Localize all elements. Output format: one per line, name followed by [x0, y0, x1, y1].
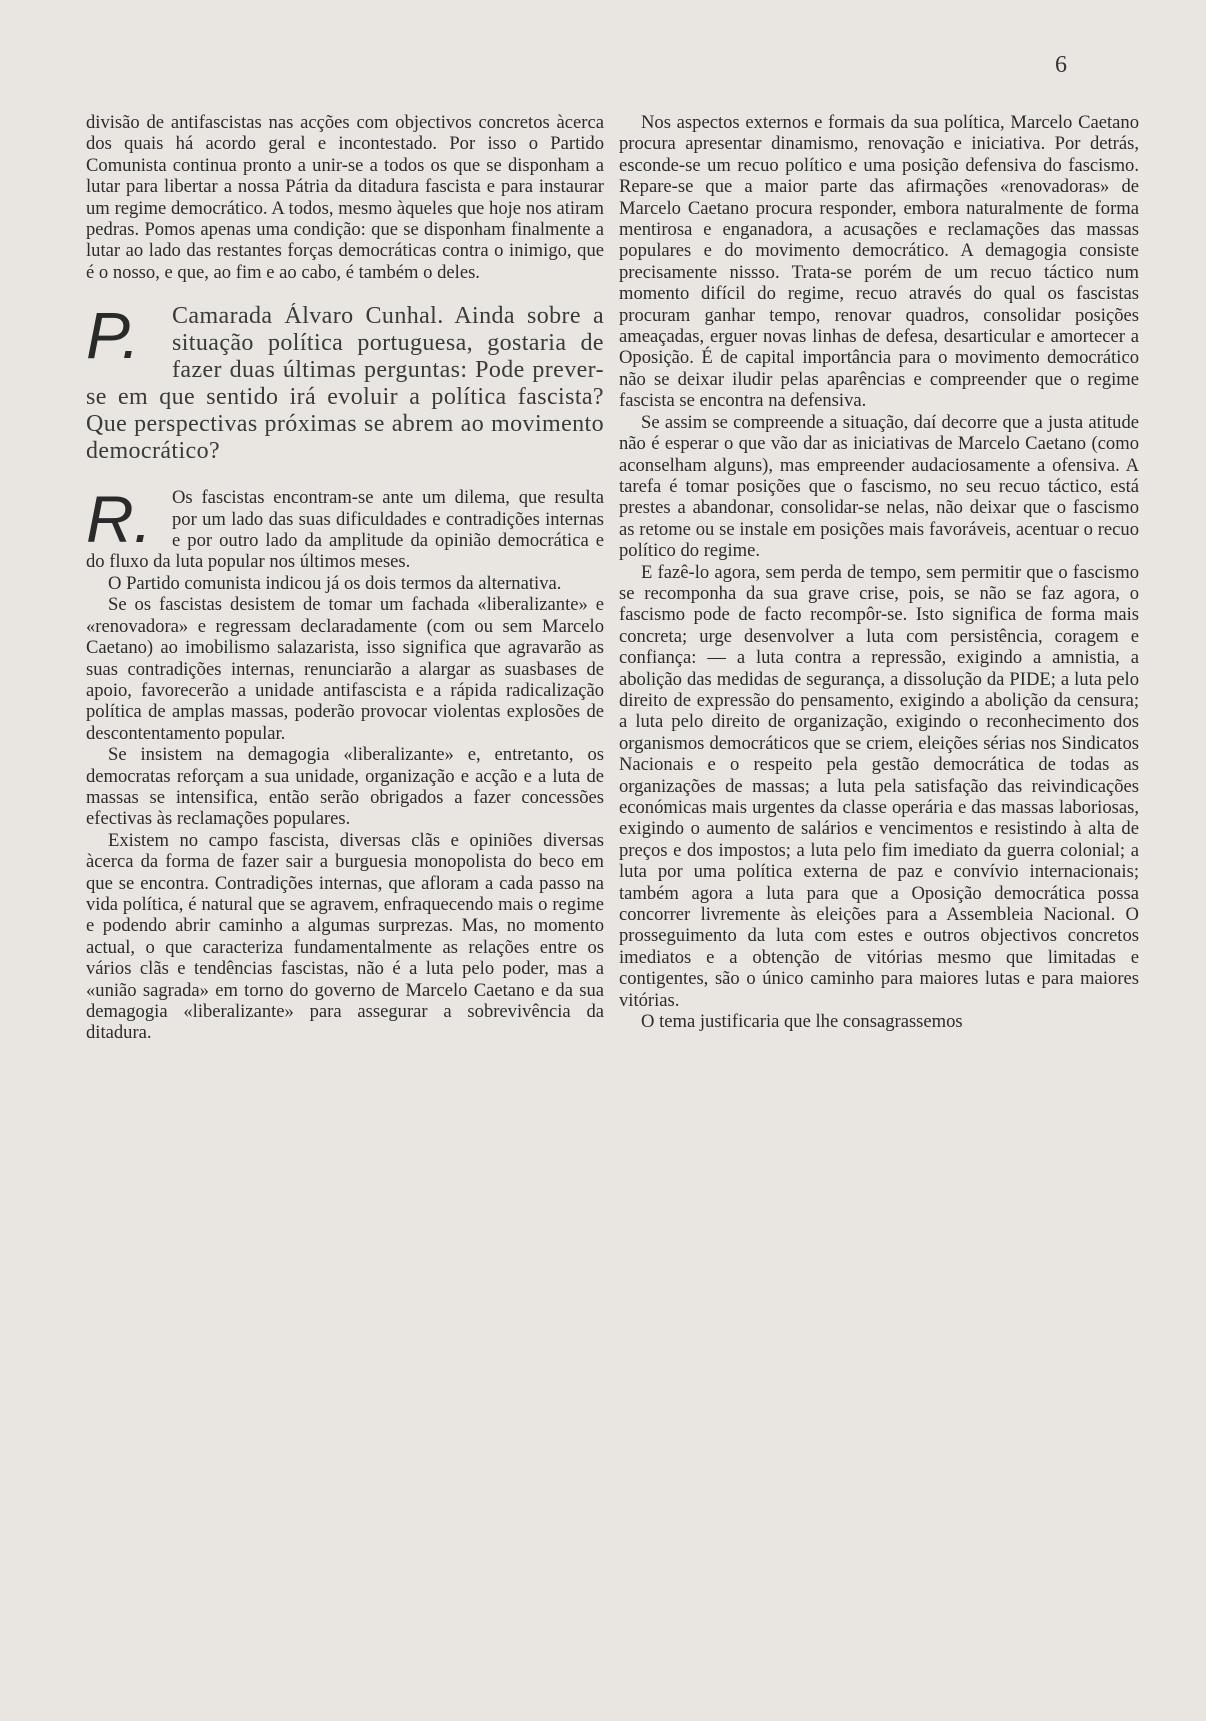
answer-paragraph: Existem no campo fascista, diversas clãs e opiniões diversas àcerca da forma de fazer sair a burguesia monopolista do beco em que se encontra. Contradições internas, que afloram a cada passo na vida política, é natural que se agravem, enfraquecendo mais o regime e podendo abrir caminho a algumas surprezas. Mas, no momento actual, o que caracteriza fundamentalmente as relações entre os vários clãs e tendências fascistas, não é a luta pelo poder, mas a «união sagrada» em torno do governo de Marcelo Caetano e da sua demagogia «liberalizante» para assegurar a sobrevivência da ditadura.: [86, 829, 604, 1044]
answer-paragraph: O Partido comunista indicou já os dois termos da alternativa.: [108, 572, 562, 594]
answer-dropcap: R.: [86, 487, 152, 557]
body-paragraph: Se assim se compreende a situação, daí decorre que a justa atitude não é esperar o que vão dar as iniciativas de Marcelo Caetano (como aconselham alguns), mas empreender audaciosamente a ofensiva. A tarefa é tomar posições que o fascismo, no seu recuo táctico, está prestes a abandonar, consolidar-se nelas, não deixar que o fascismo as retome ou se instale em posições mais favoráveis, acentuar o recuo político do regime.: [619, 411, 1139, 562]
answer-paragraph: Se insistem na demagogia «liberalizante» e, entretanto, os democratas reforçam a sua unidade, organização e acção e a luta de massas se intensifica, então serão obrigados a fazer concessões efectivas às reclamações populares.: [86, 744, 604, 830]
answer-paragraph: Se os fascistas desistem de tomar um fachada «liberalizante» e «renovadora» e regressam declaradamente (com ou sem Marcelo Caetano) ao imobilismo salazarista, isso significa que agravarão as suas contradições internas, renunciarão a alargar as suasbases de apoio, favorecerão a unidade antifascista e a rápida radicalização política de amplas massas, poderão provocar violentas explosões de descontentamento popular.: [86, 594, 604, 744]
interview-answer: [86, 487, 604, 573]
body-paragraph: Nos aspectos externos e formais da sua política, Marcelo Caetano procura apresentar dinamismo, renovação e iniciativa. Por detrás, esconde-se um recuo político e uma posição defensiva do fascismo. Repare-se que a maior parte das afirmações «renovadoras» de Marcelo Caetano procura responder, embora naturalmente de forma mentirosa e enganadora, a acusações e reclamações das massas populares e do movimento democrático. A demagogia consiste precisamente nissso. Trata-se porém de um recuo táctico num momento difícil do regime, recuo através do qual os fascistas procuram ganhar tempo, renovar quadros, consolidar posições ameaçadas, erguer novas linhas de defesa, desarticular e amortecer a Oposição. É de capital importância para o movimento democrático não se deixar iludir pelas aparências e compreender que o regime fascista se encontra na defensiva.: [619, 112, 1139, 412]
interview-question: [86, 303, 604, 465]
left-column: [86, 112, 604, 1044]
question-text: Camarada Álvaro Cunhal. Ainda sobre a situação política portuguesa, gostaria de fazer duas últimas perguntas: Pode prever-se em que sentido irá evoluir a política fascista? Que perspectivas próximas se abrem ao movimento democrático?: [86, 303, 604, 465]
intro-paragraph: divisão de antifascistas nas acções com objectivos concretos àcerca dos quais há acordo geral e incontestado. Por isso o Partido Comunista continua pronto a unir-se a todos os que se disponham a lutar para libertar a nossa Pátria da ditadura fascista e para instaurar um regime democrático. A todos, mesmo àqueles que hoje nos atiram pedras. Pomos apenas uma condição: que se disponham finalmente a lutar ao lado das restantes forças democráticas contra o inimigo, que é o nosso, e que, ao fim e ao cabo, é também o deles.: [86, 112, 604, 283]
answer-paragraph: Os fascistas encontram-se ante um dilema, que resulta por um lado das suas dificuldades e contradições internas e por outro lado da amplitude da opinião democrática e do fluxo da luta popular nos últimos meses.: [86, 487, 604, 573]
right-column: [619, 112, 1139, 1032]
page-number: 6: [1055, 52, 1067, 78]
body-paragraph: O tema justificaria que lhe consagrassemos: [641, 1011, 963, 1033]
question-dropcap: P.: [86, 303, 140, 373]
body-paragraph: E fazê-lo agora, sem perda de tempo, sem permitir que o fascismo se recomponha da sua grave crise, pois, se não se faz agora, o fascismo pode de facto recompôr-se. Isto significa de forma mais concreta; urge desenvolver a luta com persistência, coragem e confiança: — a luta contra a repressão, exigindo a amnistia, a abolição das medidas de segurança, a dissolução da PIDE; a luta pelo direito de expressão do pensamento, exigindo a abolição da censura; a luta pelo direito de organização, exigindo o reconhecimento dos organismos democráticos que se criem, eleições sérias nos Sindicatos Nacionais e o respeito pela gestão democrática de todas as organizações de massas; a luta pela satisfação das reivindicações económicas mais urgentes da classe operária e das massas laboriosas, exigindo o aumento de salários e vencimentos e resistindo à alta de preços e dos impostos; a luta pelo fim imediato da guerra colonial; a luta por uma política externa de paz e convívio internacionais; também agora a luta para que a Oposição democrática possa concorrer livremente às eleições para a Assembleia Nacional. O prosseguimento da luta com estes e outros objectivos concretos imediatos e a obtenção de vitórias mesmo que limitadas e contigentes, são o único caminho para maiores lutas e para maiores vitórias.: [619, 561, 1139, 1011]
